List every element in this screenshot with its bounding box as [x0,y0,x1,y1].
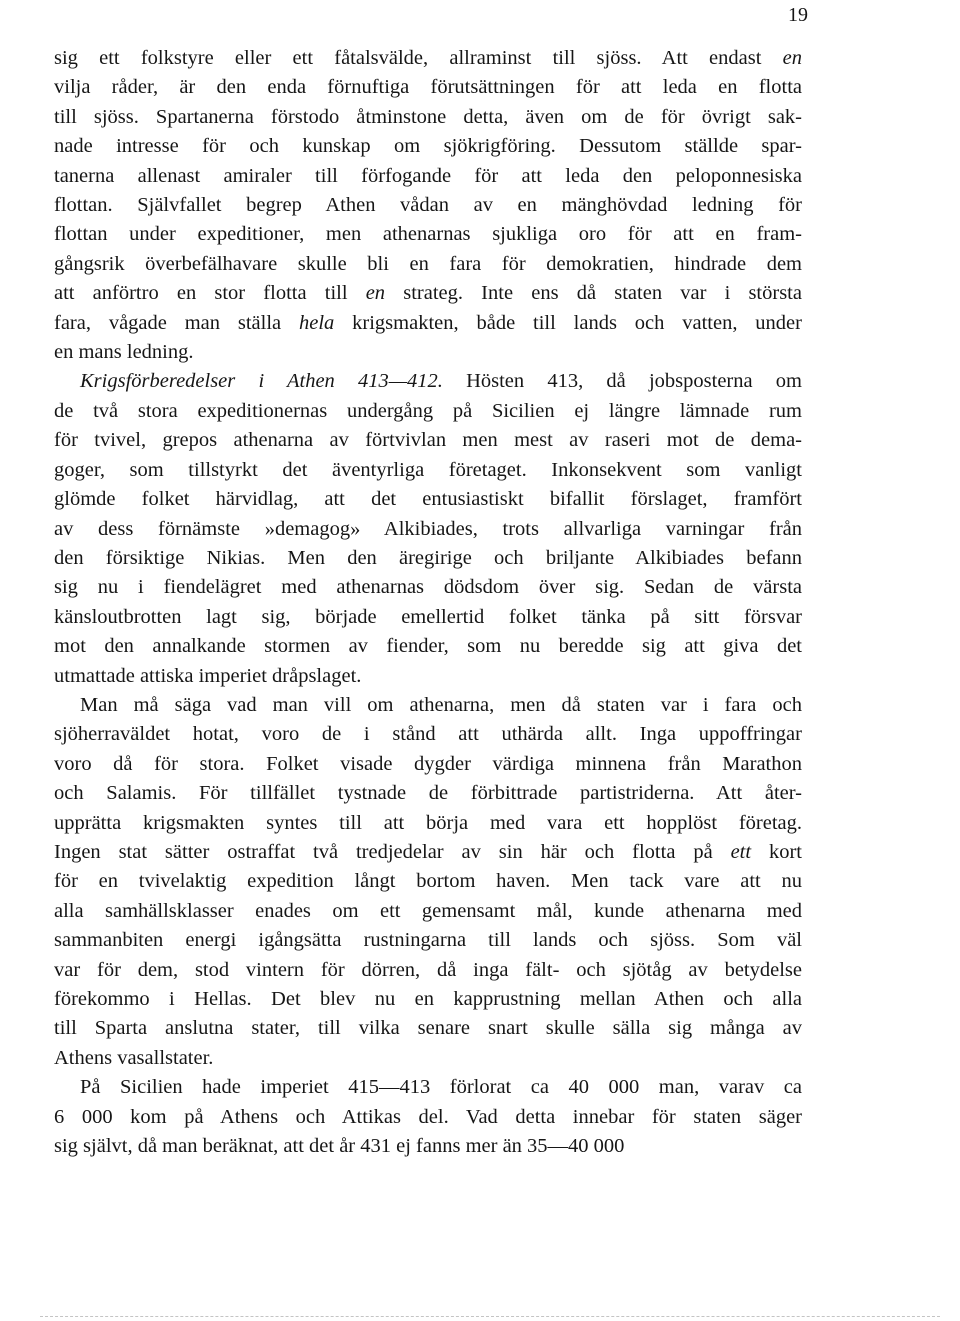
text-line [54,162,802,191]
text-line [54,44,802,73]
text-line [54,1014,802,1043]
text-run: Hösten 413, då jobsposterna om [442,370,802,393]
italic-run: ett [730,840,752,863]
text-line [54,779,802,808]
text-line [54,720,802,749]
text-line [54,279,802,308]
text-run: voro då för stora. Folket visade dygder värdiga minnena från Marathon [54,752,802,775]
text-line [54,73,802,102]
text-run: strateg. Inte ens då staten var i största [385,282,802,305]
text-run: för en tvivelaktig expedition långt bortom haven. Men tack vare att nu [54,870,802,893]
text-line [54,338,802,367]
text-run: alla samhällsklasser enades om ett gemensamt mål, kunde athenarna med [54,899,802,922]
text-run: av dess förnämste »demagog» Alkibiades, trots allvarliga varningar från [54,517,802,540]
text-run: fara, vågade man ställa [54,311,299,334]
text-run: var för dem, stod vintern för dörren, då inga fält- och sjötåg av betydelse [54,958,802,981]
text-run: flottan under expeditioner, men athenarnas sjukliga oro för att en fram- [54,223,802,246]
text-run: 6 000 kom på Athens och Attikas del. Vad detta innebar för staten säger [54,1105,802,1128]
text-line [54,1103,802,1132]
text-run: glömde folket härvidlag, att det entusiastiskt bifallit förslaget, framfört [54,488,802,511]
text-run: flottan. Självfallet begrep Athen vådan av en mänghövdad ledning för [54,194,802,217]
text-line [54,897,802,926]
text-run: sig självt, då man beräknat, att det år 431 ej fanns mer än 35—40 000 [54,1135,625,1158]
text-run: att anförtro en stor flotta till [54,282,366,305]
text-run: upprätta krigsmakten syntes till att börja med vara ett hopplöst företag. [54,811,802,834]
italic-run: en [782,47,802,69]
paragraph [54,44,802,367]
text-line [54,809,802,838]
text-line [54,750,802,779]
text-line [54,1132,802,1161]
text-line [54,956,802,985]
text-line [54,662,802,691]
text-run: sjöherraväldet hotat, voro de i stånd att uthärda allt. Inga uppoffringar [54,723,802,746]
italic-run: en [365,282,386,305]
text-run: gångsrik överbefälhavare skulle bli en fara för demokratien, hindrade dem [54,252,802,275]
text-run: och Salamis. För tillfället tystnade de förbittrade partistriderna. Att åter- [54,782,802,805]
text-line [54,867,802,896]
text-line [54,573,802,602]
text-run: mot den annalkande stormen av fiender, som nu beredde sig att giva det [54,635,802,658]
text-line [54,838,802,867]
paragraph [54,1073,802,1161]
text-line [54,220,802,249]
text-line [54,603,802,632]
text-run: nade intresse för och kunskap om sjökrigföring. Dessutom ställde spar- [54,135,802,158]
text-line [54,103,802,132]
paragraph [54,691,802,1073]
text-run: den försiktige Nikias. Men den äregirige och briljante Alkibiades befann [54,546,802,569]
text-run: sig nu i fiendelägret med athenarnas dödsdom över sig. Sedan de värsta [54,576,802,599]
text-line [54,367,802,396]
text-line [54,632,802,661]
text-line [54,515,802,544]
text-run: de två stora expeditionernas undergång på Sicilien ej längre lämnade rum [54,399,802,422]
text-run: till Sparta anslutna stater, till vilka senare snart skulle sälla sig många av [54,1017,802,1040]
text-line [54,544,802,573]
text-run: krigsmakten, både till lands och vatten, under [334,311,802,334]
text-run: till sjöss. Spartanerna förstodo åtminstone detta, även om de för övrigt sak- [54,105,802,128]
text-line [54,926,802,955]
text-line [54,456,802,485]
text-line [54,397,802,426]
text-run: förekommo i Hellas. Det blev nu en kapprustning mellan Athen och alla [54,988,802,1010]
text-line [54,985,802,1014]
text-line [54,426,802,455]
text-run: en mans ledning. [54,341,194,364]
bottom-rule [40,1316,940,1317]
text-run: Man må säga vad man vill om athenarna, men då staten var i fara och [80,693,802,716]
text-line [54,691,802,720]
text-line [54,250,802,279]
italic-run: Krigsförberedelser i Athen 413—412. [80,370,443,393]
body-text [54,44,802,1161]
text-run: På Sicilien hade imperiet 415—413 förlorat ca 40 000 man, varav ca [80,1076,802,1099]
text-run: Athens vasallstater. [54,1046,214,1069]
text-run: goger, som tillstyrkt det äventyrliga företaget. Inkonsekvent som vanligt [54,458,802,481]
text-line [54,485,802,514]
text-line [54,1044,802,1073]
text-line [54,1073,802,1102]
text-run: kort [751,840,802,863]
text-run: vilja råder, är den enda förnuftiga förutsättningen för att leda en flotta [54,76,802,99]
paragraph [54,367,802,690]
text-run: för tvivel, grepos athenarna av förtvivlan men mest av raseri mot de dema- [54,429,802,452]
text-line [54,309,802,338]
text-run: utmattade attiska imperiet dråpslaget. [54,664,362,687]
text-run: sammanbiten energi igångsätta rustningarna till lands och sjöss. Som väl [54,929,802,952]
text-run: tanerna allenast amiraler till förfogande för att leda den peloponnesiska [54,164,802,187]
page-number: 19 [788,4,808,26]
text-run: sig ett folkstyre eller ett fåtalsvälde, allraminst till sjöss. Att endast [54,47,783,69]
text-line [54,132,802,161]
text-run: Ingen stat sätter ostraffat två tredjedelar av sin här och flotta på [54,840,731,863]
text-run: känsloutbrotten lagt sig, började emellertid folket tänka på sitt försvar [54,605,802,628]
italic-run: hela [299,311,335,334]
text-line [54,191,802,220]
